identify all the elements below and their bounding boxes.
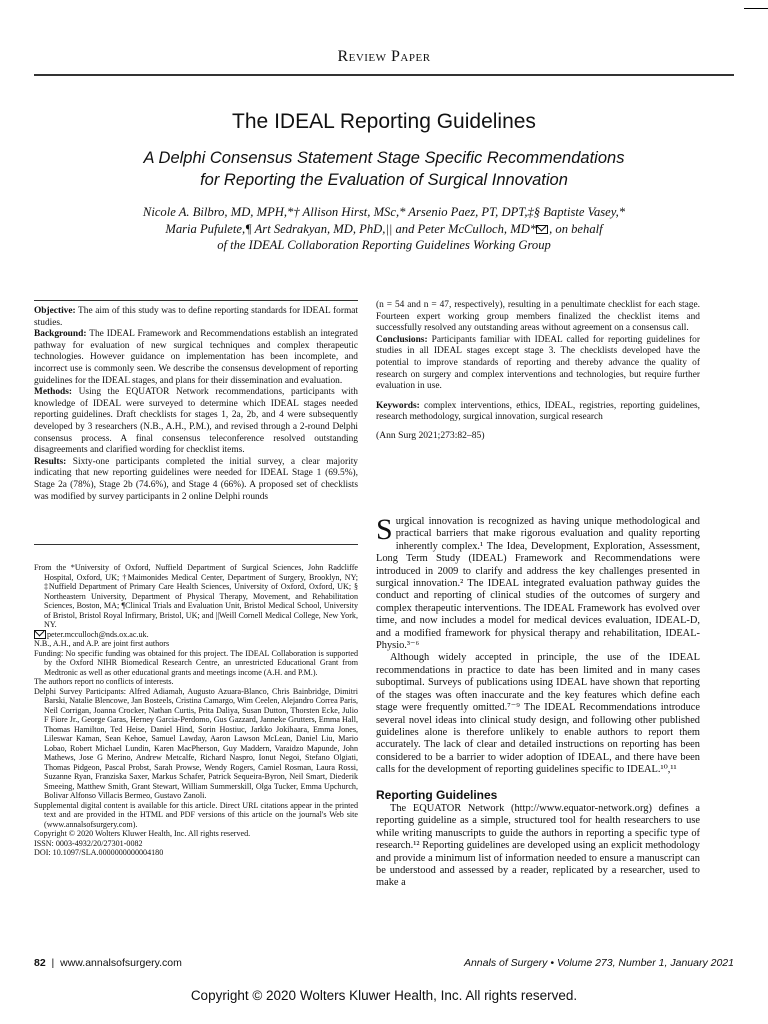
citation: (Ann Surg 2021;273:82–85) [376,429,485,441]
issn: ISSN: 0003-4932/20/27301-0082 [34,838,143,848]
authors-line-2-text: Maria Pufulete,¶ Art Sedrakyan, MD, PhD,|| and Peter McCulloch, MD* [165,221,537,236]
results-label: Results: [34,456,67,467]
section-label: Review Paper [337,48,431,65]
objective-label: Objective: [34,306,76,316]
conclusions-label: Conclusions: [376,334,428,345]
results-text: Sixty-one participants completed the initial survey, a clear majority indicating that new reporting guidelines were needed for IDEAL Stage 1 (69.5%), Stage 2a (78%), Stage 2b (74.6%), and Stage 4 (66%). A proposed set of checklists was modified by survey participants in 2 online Delphi rounds [34,456,358,502]
copyright-note: Copyright © 2020 Wolters Kluwer Health, Inc. All rights reserved. [34,829,251,839]
email-icon [34,630,46,639]
abstract-keywords [376,401,700,424]
subtitle-line-1: A Delphi Consensus Statement Stage Specific Recommendations [143,149,625,167]
abstract-right-column [376,300,700,442]
article-title: The IDEAL Reporting Guidelines [232,110,536,133]
supplemental-note: Supplemental digital content is available for this article. Direct URL citations appear in the printed text and are provided in the HTML and PDF versions of this article on the journal's Web site (www.annalsofsurgery.com). [34,800,358,829]
journal-website: www.annalsofsurgery.com [60,957,182,969]
body-paragraph-3: The EQUATOR Network (http://www.equator-network.org) defines a reporting guideline as a simple, structured tool for health researchers to use while writing manuscripts to guide the authors in reporting a specific type of research.¹² Reporting guidelines are developed using an explicit methodology and provide a minimum list of information needed to ensure a manuscript can be understood and assessed by a reader, replicated by a researcher, used to make a [376,802,700,889]
abstract-results [34,457,358,503]
objective-text: The aim of this study was to define reporting standards for IDEAL format studies. [34,306,358,328]
abstract-conclusions [376,335,700,393]
keywords-label: Keywords: [376,400,420,411]
article-subtitle [60,147,708,191]
methods-label: Methods: [34,387,73,398]
conclusions-text: Participants familiar with IDEAL called for reporting guidelines for studies in all IDEAL stages except stage 3. The checklists developed have the potential to improve standards of reporting and thereby advance the quality of research on surgery and complex interventions and technologies, but require further evaluation in use. [376,334,700,392]
body-column [376,513,700,890]
authors-line-1: Nicole A. Bilbro, MD, MPH,*† Allison Hirst, MSc,* Arsenio Paez, PT, DPT,‡§ Baptiste Vasey,* [142,205,626,219]
doi: DOI: 10.1097/SLA.0000000000004180 [34,848,164,858]
affiliations-from: From the *University of Oxford, Nuffield Department of Surgical Sciences, John Radcliffe Hospital, Oxford, UK; †Maimonides Medical Center, Department of Surgery, Brooklyn, NY; ‡Nuffield Department of Primary Care Health Sciences, University of Oxford, Oxford, UK; § Northeastern University, Department of Physical Therapy, Movement, and Rehabilitation Sciences, Boston, MA; ¶Clinical Trials and Evaluation Unit, Bristol Medical School, University of Bristol, Bristol Royal Infirmary, Bristol, UK; and ||Weill Cornell Medical College, New York, NY. [34,563,358,629]
authors-line-3: of the IDEAL Collaboration Reporting Guidelines Working Group [217,238,551,252]
authors-line-2-tail: , on behalf [549,221,603,236]
delphi-participants: Delphi Survey Participants: Alfred Adiamah, Augusto Azuara-Blanco, Chris Bainbridge, Dimitri Barski, Natalie Blencowe, Jan Bosteels, Cristina Camargo, Wim Ceelen, Alejandro Correa Paris, Neil Corrigan, Joanna Crocker, Nathan Curtis, Prita Daliya, Susan Dutton, Thorsten Ecke, Julio F Fiore Jr., George Garas, Herney Garcia-Perdomo, Gus Gazzard, Janneke Grutters, Emma Hall, Thomas Hamilton, Ted Heise, Daniel Hind, Sorin Hostiuc, Jarkko Jokihaara, Emma Jones, Lileswar Kaman, Sean Kehoe, Samuel Lawday, Aaron Lawson McLean, Daniel Liu, Mario Lobao, Robert Michael Lundin, Karen MacPherson, Guy Maddern, Varaidzo Mapunde, John Mathews, Jose G Merino, Andrew Metcalfe, Richard Naspro, Ionut Negoi, Stefano Olgiati, Thomas Pidgeon, Pascal Probst, Sarah Prowse, Wendy Rogers, Camiel Rosman, Laura Rossi, Suzanne Ryan, Franziska Saxer, Markus Schafer, Patrick Sequeira-Byron, Neil Smart, Diederik Smeeing, Matthew Smith, Grant Stewart, William Summerskill, Olga Tucker, Emma Upchurch, Bolivar Alfonso Villacis Bermeo, Gustavo Zanoli. [34,686,358,801]
body-paragraph-1-text: urgical innovation is recognized as having unique methodological and practical barriers that make rigorous evaluation and quality reporting inherently complex.¹ The Idea, Development, Exploration, Assessment, Long Term Study (IDEAL) Framework and Recommendations were introduced in 2009 to clarify and address the key challenges presented in surgical innovation.² The IDEAL integrated evaluation pathway guides the conduct and reporting of clinical studies of the outcomes of surgery and complex therapeutic interventions. The IDEAL Framework has evolved over time, and now includes a model for medical devices evaluation, IDEAL-D, and a modified framework for physical therapy and rehabilitation, IDEAL-Physio.³⁻⁶ [376,516,700,652]
keywords-text: complex interventions, ethics, IDEAL, registries, reporting guidelines, research methodology, surgical innovation, surgical research [376,400,700,423]
background-label: Background: [34,329,87,340]
subtitle-line-2: for Reporting the Evaluation of Surgical Innovation [200,171,568,189]
abstract-objective [34,306,358,329]
correspondence-email: peter.mcculloch@nds.ox.ac.uk. [47,629,149,639]
envelope-icon [536,225,548,234]
correspondence [34,630,358,640]
funding-note: Funding: No specific funding was obtained for this project. The IDEAL Collaboration is supported by the Oxford NIHR Biomedical Research Centre, an unrestricted Educational Grant from Medtronic as well as other educational grants and meetings income (A.H. and P.M.). [34,648,358,677]
copyright-watermark: Copyright © 2020 Wolters Kluwer Health, Inc. All rights reserved. [190,988,578,1003]
abstract-background [34,329,358,387]
conflicts-note: The authors report no conflicts of interests. [34,677,174,687]
header-rule [34,74,734,76]
joint-authors-note: N.B., A.H., and A.P. are joint first authors [34,639,170,649]
body-paragraph-1 [376,513,700,652]
section-heading: Reporting Guidelines [376,787,498,802]
footer-left [34,957,182,969]
abstract-results-continued: (n = 54 and n = 47, respectively), resulting in a penultimate checklist for each stage. Fourteen expert working group members finalized the checklist items and successfully resolved any outstanding areas without agreement on a consensus call. [376,300,700,334]
background-text: The IDEAL Framework and Recommendations establish an integrated pathway for evaluation of new surgical techniques and complex therapeutic technologies. However guidance on implementation has been incomplete, and incorrect use is commonly seen. We describe the consensus development of reporting guidelines for the IDEAL stages, and plans for their dissemination and evaluation. [34,329,358,386]
authors-line-2 [60,221,708,238]
abstract-methods [34,387,358,457]
corner-rule [744,8,768,9]
drop-cap: S [376,513,393,546]
abstract-left-column [34,306,358,503]
affiliations-column [34,563,358,858]
footer-separator: | [51,957,55,969]
page-number: 82 [34,957,46,969]
methods-text: Using the EQUATOR Network recommendations, participants with knowledge of IDEAL were surveyed to determine which IDEAL stages needed reporting guidelines. Draft checklists for stages 1, 2a, 2b, and 4 were subsequently developed by 3 researchers (N.B., A.H., P.M.), and revised through a 2-round Delphi consensus process. A final consensus teleconference resolved outstanding disagreements and clarified wording for checklist items. [34,387,358,456]
author-list [60,204,708,254]
journal-info: Annals of Surgery • Volume 273, Number 1, January 2021 [463,957,734,969]
body-paragraph-2: Although widely accepted in principle, the use of the IDEAL recommendations in practice to date has been limited and in many cases suboptimal. Surveys of publications using IDEAL have shown that reporting of the stages was often inaccurate and the key features which define each stage were frequently omitted.⁷⁻⁹ The IDEAL Recommendations introduce several novel ideas into clinical study design, and following other published guidelines alone is therefore unlikely to enable authors to report them accurately. The lack of clear and detailed instructions on reporting has been considered to be a barrier to wider adoption of IDEAL, and there have been calls for the development of reporting guidelines specific to IDEAL.¹⁰,¹¹ [376,652,700,776]
